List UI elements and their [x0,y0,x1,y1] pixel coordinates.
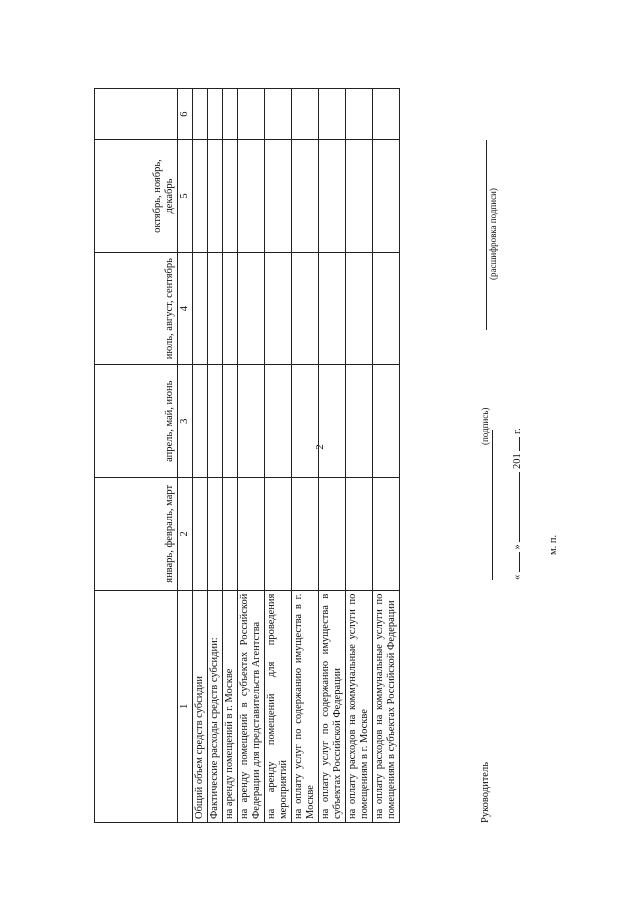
table-cell [319,140,346,253]
row-label: на оплату услуг по содержанию имущества в субъектах Российской Федерации [319,590,346,822]
row-label: на аренду помещений для проведения мероприятий [265,590,292,822]
table-cell [319,252,346,365]
header-q4: октябрь, ноябрь, декабрь [95,140,178,253]
col-number-5: 5 [178,140,193,253]
table-cell [193,89,208,140]
table-cell [265,365,292,478]
table-row [319,89,346,823]
head-label: Руководитель [480,762,491,823]
table-cell [319,478,346,591]
col-number-4: 4 [178,252,193,365]
table-cell [193,478,208,591]
table-cell [346,89,373,140]
table-cell [208,252,223,365]
column-number-row [178,89,193,823]
header-description [95,590,178,822]
table-cell [193,252,208,365]
table-cell [346,252,373,365]
table-row [193,89,208,823]
table-cell [223,478,238,591]
table-cell [292,478,319,591]
table-cell [319,365,346,478]
row-label: на оплату расходов на коммунальные услуги по помещениям в г. Москве [346,590,373,822]
table-cell [238,252,265,365]
table-row [208,89,223,823]
col-number-1: 1 [178,590,193,822]
row-label: на аренду помещений в субъектах Российской Федерации для представительств Агентства [238,590,265,822]
table-cell [223,365,238,478]
table-cell [292,140,319,253]
table-cell [373,252,400,365]
table-cell [223,140,238,253]
table-row [292,89,319,823]
row-label: Фактические расходы средств субсидии: [208,590,223,822]
col-number-2: 2 [178,478,193,591]
table-row [238,89,265,823]
table-cell [292,365,319,478]
table-cell [208,478,223,591]
header-q1: январь, февраль, март [95,478,178,591]
table-cell [265,478,292,591]
table-cell [193,140,208,253]
table-cell [319,89,346,140]
table-cell [373,140,400,253]
date-line [512,428,523,580]
table-cell [265,140,292,253]
table-cell [208,365,223,478]
table-cell [238,140,265,253]
table-cell [223,252,238,365]
subsidy-report-table [94,88,400,823]
table-cell [373,478,400,591]
table-cell [346,365,373,478]
row-label: Общий объем средств субсидии [193,590,208,822]
row-label: на аренду помещений в г. Москве [223,590,238,822]
year-value: 201 [512,453,523,469]
table-cell [193,365,208,478]
page-number: 2 [314,444,326,450]
row-label: на оплату услуг по содержанию имущества в г. Москве [292,590,319,822]
date-open-quote: « [512,574,523,580]
table-cell [223,89,238,140]
decoding-line [472,140,487,330]
signature-caption: (подпись) [480,407,490,445]
table-cell [265,89,292,140]
date-close-quote: » [512,544,523,550]
year-suffix: г. [512,428,523,434]
table-cell [373,89,400,140]
decoding-caption: (расшифровка подписи) [488,188,498,280]
table-cell [265,252,292,365]
col-number-6: 6 [178,89,193,140]
col-number-3: 3 [178,365,193,478]
table-cell [208,140,223,253]
table-row [346,89,373,823]
table-cell [346,140,373,253]
table-cell [208,89,223,140]
table-row [373,89,400,823]
table-row [265,89,292,823]
rotated-sheet [50,65,590,875]
table-header-row [95,89,178,823]
table-cell [292,89,319,140]
header-q2: апрель, май, июнь [95,365,178,478]
table-cell [238,89,265,140]
table-cell [346,478,373,591]
table-cell [292,252,319,365]
header-q3: июль, август, сентябрь [95,252,178,365]
signature-line [480,430,493,580]
header-total [95,89,178,140]
stamp-label: м. п. [548,534,559,555]
table-cell [238,365,265,478]
row-label: на оплату расходов на коммунальные услуги по помещениям в субъектах Российской Федерации [373,590,400,822]
table-cell [238,478,265,591]
table-row [223,89,238,823]
table-cell [373,365,400,478]
